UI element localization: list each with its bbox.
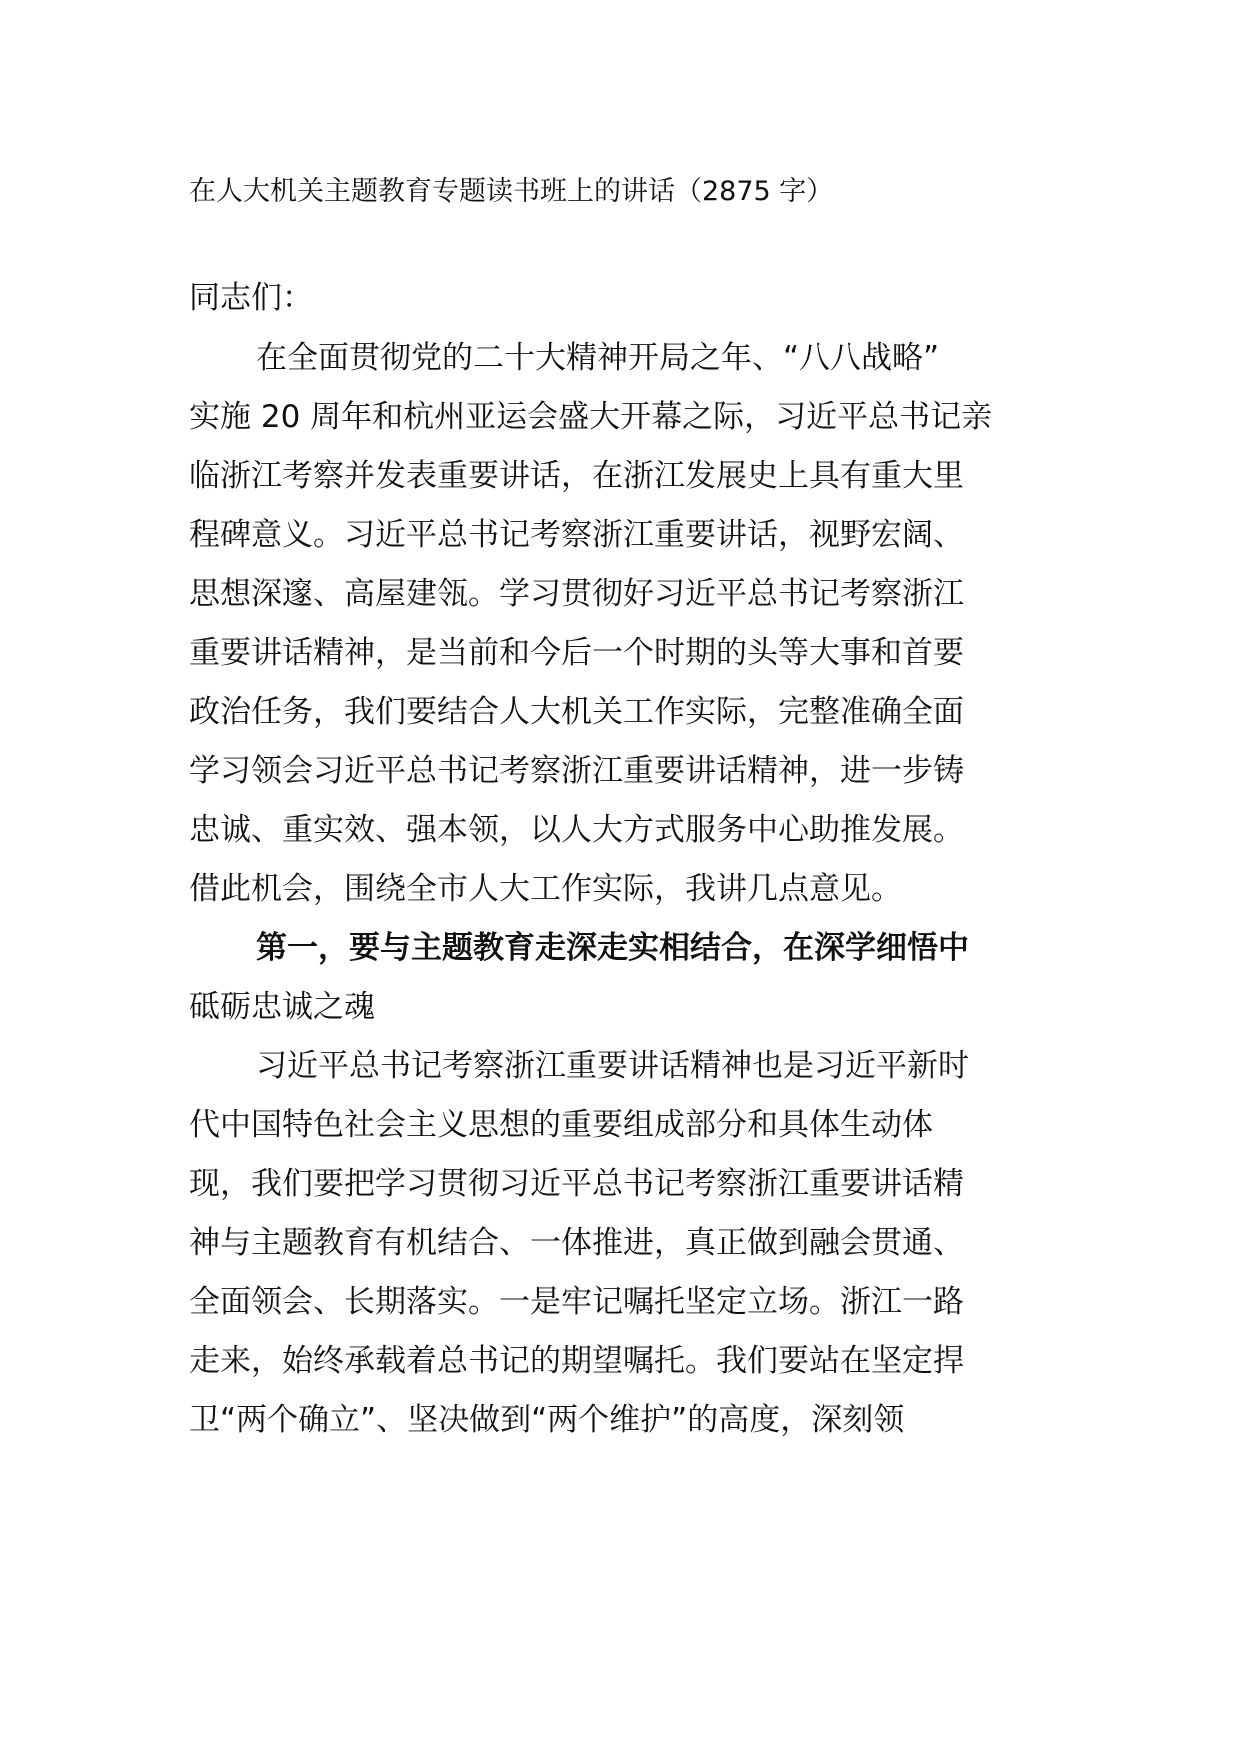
section-heading-line: 第一，要与主题教育走深走实相结合，在深学细悟中 — [256, 930, 969, 966]
paragraph-1-line: 借此机会，围绕全市人大工作实际，我讲几点意见。 — [189, 871, 902, 907]
paragraph-1-line: 在全面贯彻党的二十大精神开局之年、“八八战略” — [256, 340, 940, 376]
paragraph-1-line: 重要讲话精神，是当前和今后一个时期的头等大事和首要 — [189, 635, 964, 671]
paragraph-2-line: 习近平总书记考察浙江重要讲话精神也是习近平新时 — [256, 1048, 969, 1084]
paragraph-1-line: 实施 20 周年和杭州亚运会盛大开幕之际，习近平总书记亲 — [189, 399, 993, 435]
paragraph-1-line: 学习领会习近平总书记考察浙江重要讲话精神，进一步铸 — [189, 753, 964, 789]
paragraph-1-line: 政治任务，我们要结合人大机关工作实际，完整准确全面 — [189, 694, 964, 730]
paragraph-2-line: 代中国特色社会主义思想的重要组成部分和具体生动体 — [189, 1107, 933, 1143]
paragraph-2-line: 卫“两个确立”、坚决做到“两个维护”的高度，深刻领 — [189, 1402, 905, 1438]
paragraph-2-line: 现，我们要把学习贯彻习近平总书记考察浙江重要讲话精 — [189, 1166, 964, 1202]
paragraph-2-line: 走来，始终承载着总书记的期望嘱托。我们要站在坚定捍 — [189, 1343, 964, 1379]
section-heading-line: 砥砺忠诚之魂 — [189, 989, 375, 1025]
paragraph-1-line: 临浙江考察并发表重要讲话，在浙江发展史上具有重大里 — [189, 458, 964, 494]
document-title: 在人大机关主题教育专题读书班上的讲话（2875 字） — [189, 176, 834, 207]
paragraph-2-line: 全面领会、长期落实。一是牢记嘱托坚定立场。浙江一路 — [189, 1284, 964, 1320]
paragraph-1-line: 程碑意义。习近平总书记考察浙江重要讲话，视野宏阔、 — [189, 517, 964, 553]
paragraph-1-line: 思想深邃、高屋建瓴。学习贯彻好习近平总书记考察浙江 — [189, 576, 964, 612]
paragraph-2-line: 神与主题教育有机结合、一体推进，真正做到融会贯通、 — [189, 1225, 964, 1261]
greeting: 同志们： — [189, 280, 313, 316]
paragraph-1-line: 忠诚、重实效、强本领，以人大方式服务中心助推发展。 — [189, 812, 964, 848]
